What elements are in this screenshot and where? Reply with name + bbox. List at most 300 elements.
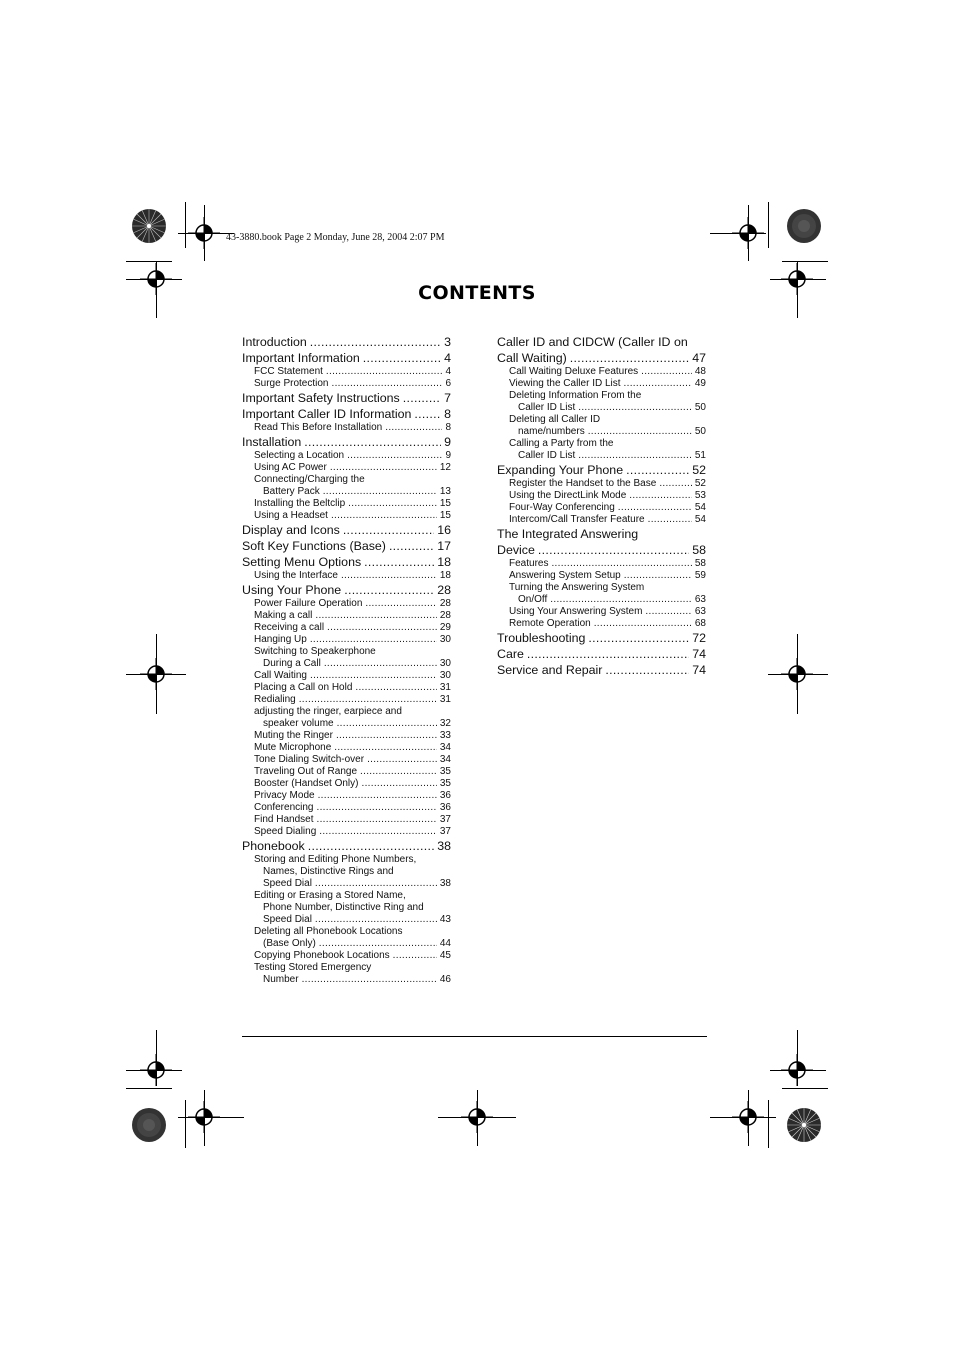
- toc-subsection-entry[interactable]: [242, 962, 451, 986]
- toc-leader-dots: [578, 402, 692, 414]
- toc-subsection-entry[interactable]: [497, 478, 706, 490]
- toc-leader-dots: [302, 974, 437, 986]
- toc-subsection-entry[interactable]: [242, 598, 451, 610]
- toc-page-number: 51: [694, 450, 706, 461]
- toc-subsection-entry[interactable]: [242, 950, 451, 962]
- toc-subsection-entry[interactable]: [242, 826, 451, 838]
- toc-leader-dots: [310, 634, 437, 646]
- toc-entry-line: [497, 462, 706, 478]
- toc-leader-dots: [347, 450, 442, 462]
- registration-target-icon: [459, 1099, 495, 1135]
- toc-page-number: 52: [692, 463, 706, 477]
- toc-entry-label: Installing the Beltclip: [254, 498, 346, 509]
- toc-leader-dots: [344, 582, 434, 598]
- toc-entry-line: [242, 378, 451, 390]
- toc-page-number: 35: [439, 766, 451, 777]
- registration-target-icon: [138, 656, 174, 692]
- toc-subsection-entry[interactable]: [497, 570, 706, 582]
- toc-entry-label: Switching to Speakerphone: [254, 646, 376, 657]
- footer-rule: [242, 1036, 707, 1037]
- toc-page-number: 53: [694, 490, 706, 501]
- toc-entry-label: Important Caller ID Information: [242, 407, 412, 421]
- toc-page-number: 48: [694, 366, 706, 377]
- toc-leader-dots: [365, 598, 436, 610]
- toc-page-number: 43: [439, 914, 451, 925]
- toc-entry-label: Conferencing: [254, 802, 314, 813]
- toc-subsection-entry[interactable]: [242, 498, 451, 510]
- toc-entry-label-continued: Caller ID List: [518, 450, 576, 461]
- toc-entry-line: [242, 878, 451, 890]
- toc-page-number: 8: [445, 422, 451, 433]
- toc-page-number: 28: [437, 583, 451, 597]
- toc-subsection-entry[interactable]: [497, 378, 706, 390]
- toc-page-number: 18: [439, 570, 451, 581]
- toc-page-number: 30: [439, 670, 451, 681]
- toc-section-entry[interactable]: [242, 334, 451, 350]
- toc-page-number: 28: [439, 598, 451, 609]
- toc-entry-label-continued: On/Off: [518, 594, 548, 605]
- registration-target-icon: [730, 215, 766, 251]
- toc-entry-line: [242, 778, 451, 790]
- toc-entry-line: [242, 730, 451, 742]
- toc-page-number: 49: [694, 378, 706, 389]
- toc-entry-line: [242, 610, 451, 622]
- toc-subsection-entry[interactable]: [242, 694, 451, 706]
- toc-page-number: 33: [439, 730, 451, 741]
- toc-subsection-entry[interactable]: [497, 558, 706, 570]
- toc-entry-label: Power Failure Operation: [254, 598, 363, 609]
- toc-subsection-entry[interactable]: [242, 450, 451, 462]
- toc-section-entry[interactable]: [242, 434, 451, 450]
- toc-entry-label: Answering System Setup: [509, 570, 621, 581]
- toc-entry-label-continued: name/numbers: [518, 426, 585, 437]
- toc-subsection-entry[interactable]: [242, 670, 451, 682]
- toc-entry-line: [497, 426, 706, 438]
- toc-leader-dots: [319, 826, 437, 838]
- toc-page-number: 46: [439, 974, 451, 985]
- toc-entry-line: [497, 594, 706, 606]
- toc-entry-label: Important Information: [242, 351, 360, 365]
- toc-entry-line: [242, 742, 451, 754]
- toc-entry-line: [497, 558, 706, 570]
- toc-entry-line: [497, 350, 706, 366]
- toc-subsection-entry[interactable]: [497, 502, 706, 514]
- toc-entry-line: [242, 838, 451, 854]
- toc-entry-line: [497, 478, 706, 490]
- toc-entry-label-continued: Phone Number, Distinctive Ring and: [263, 902, 424, 913]
- toc-section-entry[interactable]: [497, 662, 706, 678]
- toc-subsection-entry[interactable]: [497, 514, 706, 526]
- toc-entry-line: [242, 670, 451, 682]
- toc-page-number: 16: [437, 523, 451, 537]
- toc-subsection-entry[interactable]: [242, 802, 451, 814]
- toc-subsection-entry[interactable]: [242, 742, 451, 754]
- toc-subsection-entry[interactable]: [242, 814, 451, 826]
- toc-entry-label: adjusting the ringer, earpiece and: [254, 706, 402, 717]
- toc-entry-label: Viewing the Caller ID List: [509, 378, 621, 389]
- toc-entry-label: FCC Statement: [254, 366, 323, 377]
- toc-subsection-entry[interactable]: [242, 510, 451, 522]
- toc-subsection-entry[interactable]: [497, 390, 706, 414]
- toc-entry-line: [242, 422, 451, 434]
- toc-leader-dots: [310, 670, 437, 682]
- toc-leader-dots: [588, 426, 692, 438]
- toc-leader-dots: [414, 406, 441, 422]
- toc-leader-dots: [624, 570, 692, 582]
- toc-page-number: 30: [439, 658, 451, 669]
- toc-subsection-entry[interactable]: [242, 730, 451, 742]
- toc-page-number: 74: [692, 663, 706, 677]
- toc-page-number: 58: [692, 543, 706, 557]
- toc-entry-line: [242, 694, 451, 706]
- toc-entry-label-continued: Speed Dial: [263, 878, 312, 889]
- toc-subsection-entry[interactable]: [497, 490, 706, 502]
- toc-page-number: 17: [437, 539, 451, 553]
- toc-page-number: 31: [439, 694, 451, 705]
- toc-page-number: 50: [694, 402, 706, 413]
- toc-leader-dots: [360, 766, 437, 778]
- toc-leader-dots: [324, 658, 437, 670]
- toc-entry-label: Caller ID and CIDCW (Caller ID on: [497, 335, 688, 349]
- toc-leader-dots: [327, 622, 437, 634]
- toc-entry-line: [242, 366, 451, 378]
- toc-section-entry[interactable]: [242, 538, 451, 554]
- toc-leader-dots: [316, 802, 436, 814]
- toc-subsection-entry[interactable]: [242, 682, 451, 694]
- toc-entry-label: Editing or Erasing a Stored Name,: [254, 890, 406, 901]
- toc-entry-label: Receiving a call: [254, 622, 325, 633]
- toc-entry-line: [242, 582, 451, 598]
- toc-entry-line: [242, 434, 451, 450]
- toc-page-number: 37: [439, 826, 451, 837]
- toc-entry-label: Deleting all Phonebook Locations: [254, 926, 403, 937]
- toc-leader-dots: [348, 498, 437, 510]
- toc-leader-dots: [315, 878, 437, 890]
- toc-entry-line: [242, 766, 451, 778]
- toc-entry-line: [497, 542, 706, 558]
- toc-subsection-entry[interactable]: [242, 462, 451, 474]
- toc-entry-line: [242, 538, 451, 554]
- toc-leader-dots: [304, 434, 441, 450]
- toc-entry-label: Intercom/Call Transfer Feature: [509, 514, 645, 525]
- toc-page-number: 47: [692, 351, 706, 365]
- toc-subsection-entry[interactable]: [242, 378, 451, 390]
- toc-entry-line: [242, 462, 451, 474]
- toc-leader-dots: [550, 594, 692, 606]
- toc-entry-line: [242, 498, 451, 510]
- toc-leader-dots: [641, 366, 692, 378]
- toc-leader-dots: [385, 422, 442, 434]
- toc-entry-label: Using the DirectLink Mode: [509, 490, 627, 501]
- toc-entry-label: Using Your Phone: [242, 583, 342, 597]
- toc-left-column: [242, 334, 451, 986]
- toc-page-number: 9: [444, 435, 451, 449]
- toc-leader-dots: [315, 610, 437, 622]
- toc-right-column: [497, 334, 706, 678]
- toc-entry-label: Display and Icons: [242, 523, 340, 537]
- toc-page-number: 68: [694, 618, 706, 629]
- toc-section-entry[interactable]: [242, 582, 451, 598]
- toc-entry-label: Muting the Ringer: [254, 730, 333, 741]
- toc-entry-label: Traveling Out of Range: [254, 766, 358, 777]
- toc-entry-line: [497, 514, 706, 526]
- toc-page-number: 34: [439, 742, 451, 753]
- toc-entry-label: Four-Way Conferencing: [509, 502, 615, 513]
- registration-target-icon: [779, 1052, 815, 1088]
- toc-page-number: 28: [439, 610, 451, 621]
- toc-leader-dots: [605, 662, 689, 678]
- toc-leader-dots: [570, 350, 689, 366]
- toc-entry-line: [242, 486, 451, 498]
- toc-entry-label: Tone Dialing Switch-over: [254, 754, 365, 765]
- toc-subsection-entry[interactable]: [242, 754, 451, 766]
- toc-entry-label: Call Waiting Deluxe Features: [509, 366, 639, 377]
- toc-entry-label: Deleting all Caller ID: [509, 414, 601, 425]
- toc-entry-line: [242, 510, 451, 522]
- toc-page-number: 34: [439, 754, 451, 765]
- toc-entry-line: [497, 630, 706, 646]
- toc-page-number: 38: [439, 878, 451, 889]
- toc-page-number: 36: [439, 790, 451, 801]
- toc-subsection-entry[interactable]: [497, 366, 706, 378]
- toc-entry-label-continued: (Base Only): [263, 938, 316, 949]
- toc-leader-dots: [364, 554, 434, 570]
- registration-target-icon: [186, 1099, 222, 1135]
- toc-entry-line: [497, 450, 706, 462]
- toc-leader-dots: [315, 914, 437, 926]
- toc-subsection-entry[interactable]: [242, 646, 451, 670]
- toc-entry-label-continued: Speed Dial: [263, 914, 312, 925]
- toc-entry-line: [242, 718, 451, 730]
- starburst-target-icon: [785, 1106, 823, 1144]
- toc-entry-line: [242, 522, 451, 538]
- toc-entry-line: [242, 658, 451, 670]
- toc-leader-dots: [336, 730, 437, 742]
- toc-entry-label: Installation: [242, 435, 302, 449]
- toc-section-entry[interactable]: [497, 646, 706, 662]
- toc-entry-label: Using Your Answering System: [509, 606, 643, 617]
- toc-entry-label: Redialing: [254, 694, 296, 705]
- toc-entry-line: [497, 646, 706, 662]
- toc-section-entry[interactable]: [497, 334, 706, 366]
- toc-entry-label-continued: Call Waiting): [497, 351, 567, 365]
- toc-page-number: 4: [445, 366, 451, 377]
- toc-entry-line: [242, 554, 451, 570]
- toc-entry-label: Booster (Handset Only): [254, 778, 359, 789]
- toc-subsection-entry[interactable]: [242, 854, 451, 890]
- toc-leader-dots: [299, 694, 437, 706]
- starburst-target-icon: [130, 1106, 168, 1144]
- toc-entry-line: [242, 622, 451, 634]
- toc-subsection-entry[interactable]: [242, 778, 451, 790]
- toc-entry-label: Call Waiting: [254, 670, 307, 681]
- toc-entry-label: Troubleshooting: [497, 631, 586, 645]
- toc-leader-dots: [331, 510, 437, 522]
- toc-section-entry[interactable]: [242, 554, 451, 570]
- toc-page-number: 35: [439, 778, 451, 789]
- toc-entry-label: Important Safety Instructions: [242, 391, 400, 405]
- toc-subsection-entry[interactable]: [242, 366, 451, 378]
- toc-leader-dots: [363, 350, 441, 366]
- toc-leader-dots: [527, 646, 689, 662]
- toc-page-number: 4: [444, 351, 451, 365]
- toc-page-number: 3: [444, 335, 451, 349]
- toc-section-entry[interactable]: [242, 406, 451, 422]
- toc-entry-label: Using a Headset: [254, 510, 328, 521]
- toc-leader-dots: [659, 478, 692, 490]
- toc-leader-dots: [316, 814, 436, 826]
- toc-entry-label: Introduction: [242, 335, 307, 349]
- toc-leader-dots: [308, 838, 435, 854]
- toc-page-number: 72: [692, 631, 706, 645]
- toc-leader-dots: [389, 538, 434, 554]
- toc-page-number: 13: [439, 486, 451, 497]
- toc-entry-line: [242, 406, 451, 422]
- toc-page-number: 15: [439, 510, 451, 521]
- toc-entry-line: [497, 366, 706, 378]
- toc-leader-dots: [588, 630, 689, 646]
- toc-entry-label: Register the Handset to the Base: [509, 478, 657, 489]
- toc-entry-line: [242, 350, 451, 366]
- toc-entry-label: Connecting/Charging the: [254, 474, 365, 485]
- toc-subsection-entry[interactable]: [242, 570, 451, 582]
- toc-leader-dots: [624, 378, 692, 390]
- toc-entry-line: [497, 662, 706, 678]
- toc-entry-line: [242, 450, 451, 462]
- book-header-info: 43-3880.book Page 2 Monday, June 28, 2004 2:07 PM: [226, 232, 445, 243]
- toc-entry-label: Using AC Power: [254, 462, 327, 473]
- toc-entry-line: [242, 634, 451, 646]
- toc-subsection-entry[interactable]: [242, 926, 451, 950]
- toc-leader-dots: [323, 486, 437, 498]
- toc-entry-label: Storing and Editing Phone Numbers,: [254, 854, 417, 865]
- toc-leader-dots: [337, 718, 437, 730]
- toc-subsection-entry[interactable]: [497, 438, 706, 462]
- toc-entry-label: The Integrated Answering: [497, 527, 639, 541]
- toc-page-number: 63: [694, 606, 706, 617]
- toc-subsection-entry[interactable]: [497, 582, 706, 606]
- registration-target-icon: [138, 1052, 174, 1088]
- starburst-target-icon: [130, 207, 168, 245]
- toc-entry-line: [497, 402, 706, 414]
- toc-page-number: 32: [439, 718, 451, 729]
- toc-leader-dots: [332, 378, 443, 390]
- toc-subsection-entry[interactable]: [242, 422, 451, 434]
- toc-page-number: 45: [439, 950, 451, 961]
- toc-leader-dots: [362, 778, 437, 790]
- toc-leader-dots: [594, 618, 692, 630]
- toc-page-number: 29: [439, 622, 451, 633]
- toc-entry-label: Setting Menu Options: [242, 555, 362, 569]
- toc-entry-label: Service and Repair: [497, 663, 603, 677]
- toc-leader-dots: [645, 606, 691, 618]
- toc-subsection-entry[interactable]: [242, 706, 451, 730]
- toc-entry-label: Care: [497, 647, 524, 661]
- toc-entry-line: [242, 914, 451, 926]
- toc-leader-dots: [319, 938, 437, 950]
- toc-page-number: 59: [694, 570, 706, 581]
- toc-entry-line: [242, 682, 451, 694]
- toc-entry-label: Turning the Answering System: [509, 582, 645, 593]
- toc-leader-dots: [403, 390, 441, 406]
- toc-page-number: 12: [439, 462, 451, 473]
- toc-entry-line: [242, 826, 451, 838]
- toc-entry-label-continued: Caller ID List: [518, 402, 576, 413]
- toc-entry-label: Surge Protection: [254, 378, 329, 389]
- toc-entry-line: [497, 606, 706, 618]
- toc-leader-dots: [367, 754, 437, 766]
- toc-subsection-entry[interactable]: [242, 474, 451, 498]
- toc-entry-line: [242, 802, 451, 814]
- toc-entry-label-continued: During a Call: [263, 658, 321, 669]
- toc-entry-label: Selecting a Location: [254, 450, 345, 461]
- toc-leader-dots: [330, 462, 437, 474]
- toc-entry-line: [242, 390, 451, 406]
- toc-entry-line: [242, 814, 451, 826]
- toc-entry-line: [242, 938, 451, 950]
- toc-section-entry[interactable]: [242, 390, 451, 406]
- toc-page-number: 44: [439, 938, 451, 949]
- registration-target-icon: [186, 215, 222, 251]
- toc-entry-line: [242, 334, 451, 350]
- toc-section-entry[interactable]: [242, 838, 451, 854]
- toc-section-entry[interactable]: [242, 522, 451, 538]
- toc-subsection-entry[interactable]: [497, 606, 706, 618]
- toc-leader-dots: [393, 950, 437, 962]
- toc-page-number: 54: [694, 502, 706, 513]
- toc-leader-dots: [343, 522, 434, 538]
- toc-entry-label: Testing Stored Emergency: [254, 962, 372, 973]
- toc-leader-dots: [310, 334, 441, 350]
- toc-leader-dots: [551, 558, 691, 570]
- toc-entry-label: Using the Interface: [254, 570, 338, 581]
- toc-subsection-entry[interactable]: [242, 610, 451, 622]
- toc-entry-label: Hanging Up: [254, 634, 307, 645]
- toc-subsection-entry[interactable]: [242, 790, 451, 802]
- toc-subsection-entry[interactable]: [497, 618, 706, 630]
- toc-page-number: 58: [694, 558, 706, 569]
- toc-page-number: 30: [439, 634, 451, 645]
- toc-entry-label: Features: [509, 558, 549, 569]
- toc-section-entry[interactable]: [497, 630, 706, 646]
- toc-subsection-entry[interactable]: [242, 766, 451, 778]
- toc-leader-dots: [538, 542, 689, 558]
- toc-page-number: 50: [694, 426, 706, 437]
- toc-page-number: 74: [692, 647, 706, 661]
- toc-page-number: 18: [437, 555, 451, 569]
- toc-page-number: 37: [439, 814, 451, 825]
- toc-leader-dots: [626, 462, 689, 478]
- toc-section-entry[interactable]: [497, 526, 706, 558]
- registration-target-icon: [779, 656, 815, 692]
- toc-leader-dots: [629, 490, 692, 502]
- toc-entry-line: [242, 974, 451, 986]
- toc-leader-dots: [618, 502, 692, 514]
- toc-subsection-entry[interactable]: [242, 622, 451, 634]
- toc-subsection-entry[interactable]: [242, 634, 451, 646]
- toc-entry-line: [242, 754, 451, 766]
- toc-entry-label: Mute Microphone: [254, 742, 332, 753]
- toc-page-number: 54: [694, 514, 706, 525]
- toc-page-number: 6: [445, 378, 451, 389]
- toc-page-number: 15: [439, 498, 451, 509]
- toc-subsection-entry[interactable]: [242, 890, 451, 926]
- toc-section-entry[interactable]: [242, 350, 451, 366]
- toc-entry-line: [242, 570, 451, 582]
- toc-subsection-entry[interactable]: [497, 414, 706, 438]
- toc-section-entry[interactable]: [497, 462, 706, 478]
- toc-entry-label: Remote Operation: [509, 618, 591, 629]
